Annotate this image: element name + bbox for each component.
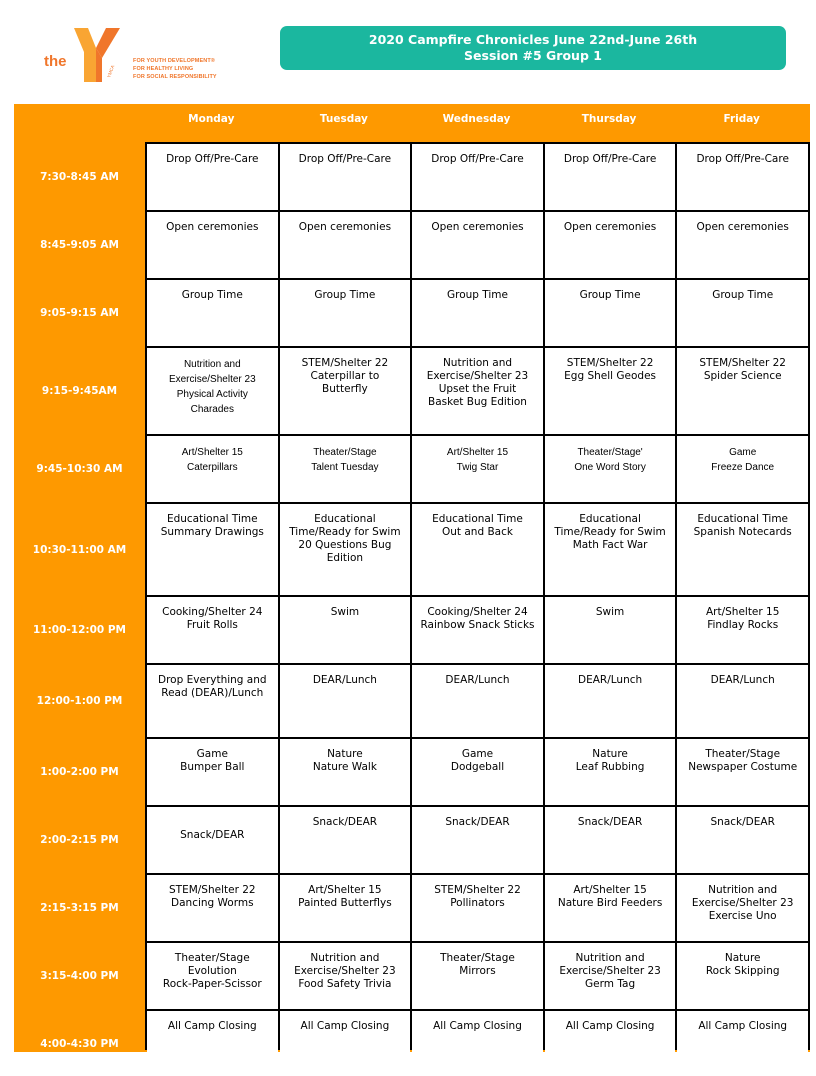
activity-text: STEM/Shelter 22 xyxy=(301,357,389,369)
time-slot-label: 4:00-4:30 PM xyxy=(40,1037,119,1050)
activity-text: 20 Questions Bug xyxy=(298,539,392,551)
activity-text: Art/Shelter 15 xyxy=(705,606,780,618)
svg-text:the: the xyxy=(44,53,67,70)
schedule-cell-thursday xyxy=(545,739,676,805)
activity-text: Upset the Fruit xyxy=(438,383,517,395)
schedule-cell-tuesday xyxy=(280,504,411,595)
activity-text: Group Time xyxy=(314,289,376,301)
activity-text: All Camp Closing xyxy=(167,1020,257,1032)
activity-text: Open ceremonies xyxy=(298,221,392,233)
tagline: FOR HEALTHY LIVING xyxy=(133,66,194,72)
activity-text: Snack/DEAR xyxy=(710,816,775,828)
schedule-cell-thursday xyxy=(545,807,676,873)
activity-text: Art/Shelter 15 xyxy=(308,884,382,896)
activity-text: Art/Shelter 15 xyxy=(181,447,243,458)
schedule-cell-friday xyxy=(677,1011,808,1076)
activity-text: Nutrition and xyxy=(183,359,241,370)
schedule-cell-tuesday xyxy=(280,1011,411,1076)
activity-text: Exercise/Shelter 23 xyxy=(691,897,794,909)
schedule-cell-wednesday xyxy=(412,348,543,434)
schedule-cell-wednesday xyxy=(412,807,543,873)
schedule-cell-monday xyxy=(147,875,278,941)
activity-text: Nutrition and xyxy=(310,952,380,964)
schedule-grid xyxy=(145,142,810,1050)
activity-text: Exercise/Shelter 23 xyxy=(294,965,396,977)
schedule-cell-wednesday xyxy=(412,665,543,737)
activity-text: Rainbow Snack Sticks xyxy=(420,619,535,631)
schedule-cell-thursday xyxy=(545,348,676,434)
schedule-cell-monday xyxy=(147,504,278,595)
activity-text: All Camp Closing xyxy=(698,1020,788,1032)
schedule-cell-thursday xyxy=(545,212,676,278)
schedule-cell-wednesday xyxy=(412,504,543,595)
activity-text: Open ceremonies xyxy=(431,221,524,233)
schedule-cell-wednesday xyxy=(412,280,543,346)
activity-text: Edition xyxy=(326,552,364,564)
schedule-cell-wednesday xyxy=(412,144,543,210)
activity-text: Drop Off/Pre-Care xyxy=(563,153,657,165)
schedule-cell-tuesday xyxy=(280,280,411,346)
schedule-cell-thursday xyxy=(545,943,676,1009)
time-slot-label: 2:15-3:15 PM xyxy=(40,902,119,914)
activity-text: Theater/Stage xyxy=(705,748,781,760)
schedule-cell-friday xyxy=(677,807,808,873)
ymca-logo-mark xyxy=(44,24,132,90)
activity-text: Nature xyxy=(724,952,761,964)
activity-text: STEM/Shelter 22 xyxy=(434,884,521,896)
activity-text: Caterpillar to xyxy=(310,370,380,382)
activity-text: Cooking/Shelter 24 xyxy=(427,606,528,618)
activity-text: Snack/DEAR xyxy=(312,816,378,828)
activity-text: Mirrors xyxy=(459,965,496,977)
activity-text: DEAR/Lunch xyxy=(578,674,643,686)
page-title xyxy=(280,26,786,70)
activity-text: Charades xyxy=(190,404,234,415)
activity-text: Out and Back xyxy=(442,526,513,538)
activity-text: Fruit Rolls xyxy=(186,619,238,631)
schedule-cell-friday xyxy=(677,597,808,663)
activity-text: All Camp Closing xyxy=(565,1020,655,1032)
schedule-cell-friday xyxy=(677,144,808,210)
time-slot-label: 9:05-9:15 AM xyxy=(40,307,119,319)
schedule-cell-friday xyxy=(677,943,808,1009)
schedule-cell-thursday xyxy=(545,875,676,941)
activity-text: Drop Off/Pre-Care xyxy=(298,153,392,165)
time-column xyxy=(14,104,145,1052)
activity-text: Theater/Stage' xyxy=(577,447,643,458)
activity-text: DEAR/Lunch xyxy=(710,674,775,686)
activity-text: Nutrition and xyxy=(708,884,778,896)
ymca-logo xyxy=(44,24,244,90)
schedule-table xyxy=(14,104,810,1052)
activity-text: STEM/Shelter 22 xyxy=(566,357,654,369)
schedule-cell-thursday xyxy=(545,665,676,737)
schedule-cell-monday xyxy=(147,212,278,278)
activity-text: Dancing Worms xyxy=(171,897,254,909)
activity-text: Time/Ready for Swim xyxy=(289,526,401,538)
schedule-cell-friday xyxy=(677,875,808,941)
schedule-cell-tuesday xyxy=(280,875,411,941)
activity-text: Cooking/Shelter 24 xyxy=(162,606,263,618)
activity-text: Pollinators xyxy=(450,897,505,909)
schedule-cell-tuesday xyxy=(280,597,411,663)
activity-text: DEAR/Lunch xyxy=(445,674,510,686)
activity-text: Game xyxy=(729,447,757,458)
activity-text: Evolution xyxy=(187,965,237,977)
schedule-cell-friday xyxy=(677,348,808,434)
day-header-wednesday: Wednesday xyxy=(442,113,511,125)
activity-text: Twig Star xyxy=(456,462,499,473)
activity-text: Snack/DEAR xyxy=(445,816,510,828)
schedule-cell-thursday xyxy=(545,436,676,502)
schedule-cell-monday xyxy=(147,943,278,1009)
logo-taglines xyxy=(133,57,217,81)
activity-text: Theater/Stage xyxy=(440,952,515,964)
time-slot-label: 3:15-4:00 PM xyxy=(40,970,119,982)
schedule-cell-monday xyxy=(147,1011,278,1076)
time-slot-label: 11:00-12:00 PM xyxy=(32,624,126,636)
activity-text: Dodgeball xyxy=(450,761,505,773)
activity-text: Exercise/Shelter 23 xyxy=(559,965,661,977)
activity-text: Theater/Stage xyxy=(313,447,377,458)
svg-text:YMCA: YMCA xyxy=(106,64,116,79)
activity-text: Nature xyxy=(327,748,363,760)
activity-text: Group Time xyxy=(712,289,774,301)
schedule-cell-monday xyxy=(147,807,278,873)
activity-text: Educational xyxy=(579,513,641,525)
tagline: FOR YOUTH DEVELOPMENT® xyxy=(133,58,215,64)
activity-text: Nutrition and xyxy=(442,357,513,369)
activity-text: Swim xyxy=(595,606,625,618)
activity-text: Spider Science xyxy=(703,370,782,382)
activity-text: Newspaper Costume xyxy=(688,761,798,773)
activity-text: Swim xyxy=(330,606,360,618)
schedule-cell-wednesday xyxy=(412,875,543,941)
activity-text: Exercise/Shelter 23 xyxy=(168,374,256,385)
activity-text: Educational Time xyxy=(432,513,523,525)
schedule-cell-monday xyxy=(147,597,278,663)
schedule-cell-thursday xyxy=(545,504,676,595)
title-line-1: 2020 Campfire Chronicles June 22nd-June 26th xyxy=(368,32,698,47)
activity-text: Art/Shelter 15 xyxy=(573,884,647,896)
time-slot-label: 12:00-1:00 PM xyxy=(36,695,123,707)
schedule-cell-monday xyxy=(147,739,278,805)
schedule-cell-wednesday xyxy=(412,943,543,1009)
activity-text: Math Fact War xyxy=(572,539,648,551)
activity-text: STEM/Shelter 22 xyxy=(699,357,786,369)
schedule-cell-monday xyxy=(147,280,278,346)
schedule-cell-tuesday xyxy=(280,739,411,805)
activity-text: Open ceremonies xyxy=(696,221,789,233)
schedule-cell-tuesday xyxy=(280,212,411,278)
activity-text: Drop Everything and xyxy=(158,674,267,686)
activity-text: Rock-Paper-Scissor xyxy=(162,978,262,990)
day-header-row xyxy=(145,104,809,138)
activity-text: Time/Ready for Swim xyxy=(554,526,666,538)
schedule-cell-tuesday xyxy=(280,348,411,434)
activity-text: Butterfly xyxy=(322,383,368,395)
activity-text: Food Safety Trivia xyxy=(298,978,392,990)
activity-text: Game xyxy=(461,748,494,760)
schedule-cell-friday xyxy=(677,739,808,805)
schedule-cell-friday xyxy=(677,436,808,502)
schedule-cell-tuesday xyxy=(280,665,411,737)
activity-text: Educational Time xyxy=(166,513,258,525)
schedule-cell-thursday xyxy=(545,597,676,663)
schedule-cell-wednesday xyxy=(412,1011,543,1076)
activity-text: Game xyxy=(196,748,228,760)
activity-text: Painted Butterflys xyxy=(298,897,392,909)
activity-text: Nutrition and xyxy=(575,952,645,964)
time-slot-label: 7:30-8:45 AM xyxy=(40,171,119,183)
activity-text: Egg Shell Geodes xyxy=(564,370,657,382)
activity-text: Bumper Ball xyxy=(180,761,245,773)
schedule-cell-friday xyxy=(677,665,808,737)
activity-text: Group Time xyxy=(579,289,641,301)
schedule-cell-monday xyxy=(147,665,278,737)
schedule-cell-tuesday xyxy=(280,436,411,502)
day-header-friday: Friday xyxy=(723,113,760,125)
activity-text: Educational xyxy=(314,513,376,525)
schedule-cell-tuesday xyxy=(280,807,411,873)
activity-text: DEAR/Lunch xyxy=(312,674,377,686)
schedule-cell-friday xyxy=(677,280,808,346)
activity-text: Exercise Uno xyxy=(708,910,777,922)
schedule-cell-thursday xyxy=(545,144,676,210)
activity-text: Freeze Dance xyxy=(711,462,775,473)
activity-text: Caterpillars xyxy=(187,462,238,473)
schedule-cell-friday xyxy=(677,504,808,595)
schedule-cell-wednesday xyxy=(412,597,543,663)
schedule-cell-monday xyxy=(147,348,278,434)
activity-text: Nature xyxy=(592,748,628,760)
schedule-cell-monday xyxy=(147,436,278,502)
schedule-cell-wednesday xyxy=(412,212,543,278)
schedule-cell-thursday xyxy=(545,1011,676,1076)
activity-text: Nature Walk xyxy=(312,761,377,773)
activity-text: Drop Off/Pre-Care xyxy=(166,153,259,165)
activity-text: Spanish Notecards xyxy=(693,526,792,538)
activity-text: Art/Shelter 15 xyxy=(446,447,509,458)
activity-text: Group Time xyxy=(446,289,508,301)
tagline: FOR SOCIAL RESPONSIBILITY xyxy=(133,74,217,80)
activity-text: Educational Time xyxy=(697,513,789,525)
activity-text: Germ Tag xyxy=(585,978,636,990)
time-slot-label: 9:45-10:30 AM xyxy=(36,463,123,475)
time-slot-label: 10:30-11:00 AM xyxy=(32,543,127,556)
schedule-cell-thursday xyxy=(545,280,676,346)
activity-text: Theater/Stage xyxy=(174,952,250,964)
activity-text: Group Time xyxy=(181,289,243,301)
activity-text: Leaf Rubbing xyxy=(575,761,645,773)
schedule-cell-tuesday xyxy=(280,144,411,210)
activity-text: STEM/Shelter 22 xyxy=(168,884,256,896)
day-header-tuesday: Tuesday xyxy=(319,113,368,125)
schedule-cell-tuesday xyxy=(280,943,411,1009)
schedule-cell-friday xyxy=(677,212,808,278)
activity-text: Snack/DEAR xyxy=(577,816,643,828)
time-slot-label: 2:00-2:15 PM xyxy=(40,834,119,846)
activity-text: Summary Drawings xyxy=(160,526,264,538)
schedule-cell-monday xyxy=(147,144,278,210)
activity-text: Open ceremonies xyxy=(563,221,657,233)
day-header-monday: Monday xyxy=(188,113,235,125)
activity-text: Basket Bug Edition xyxy=(428,396,527,408)
day-header-thursday: Thursday xyxy=(581,113,637,125)
time-slot-label: 9:15-9:45AM xyxy=(41,385,118,397)
activity-text: Open ceremonies xyxy=(166,221,259,233)
activity-text: Read (DEAR)/Lunch xyxy=(161,687,264,699)
time-slot-label: 8:45-9:05 AM xyxy=(40,239,119,251)
title-line-2: Session #5 Group 1 xyxy=(464,48,602,63)
activity-text: Physical Activity xyxy=(176,389,248,400)
activity-text: One Word Story xyxy=(574,462,646,473)
activity-text: Findlay Rocks xyxy=(707,619,779,631)
activity-text: All Camp Closing xyxy=(300,1020,390,1032)
activity-text: Exercise/Shelter 23 xyxy=(426,370,529,382)
schedule-cell-wednesday xyxy=(412,436,543,502)
activity-text: Talent Tuesday xyxy=(311,462,379,473)
activity-text: Snack/DEAR xyxy=(180,829,245,841)
activity-text: Drop Off/Pre-Care xyxy=(431,153,524,165)
activity-text: Drop Off/Pre-Care xyxy=(696,153,789,165)
activity-text: Nature Bird Feeders xyxy=(557,897,663,909)
activity-text: All Camp Closing xyxy=(433,1020,522,1032)
schedule-cell-wednesday xyxy=(412,739,543,805)
time-slot-label: 1:00-2:00 PM xyxy=(40,766,119,778)
activity-text: Rock Skipping xyxy=(705,965,780,977)
